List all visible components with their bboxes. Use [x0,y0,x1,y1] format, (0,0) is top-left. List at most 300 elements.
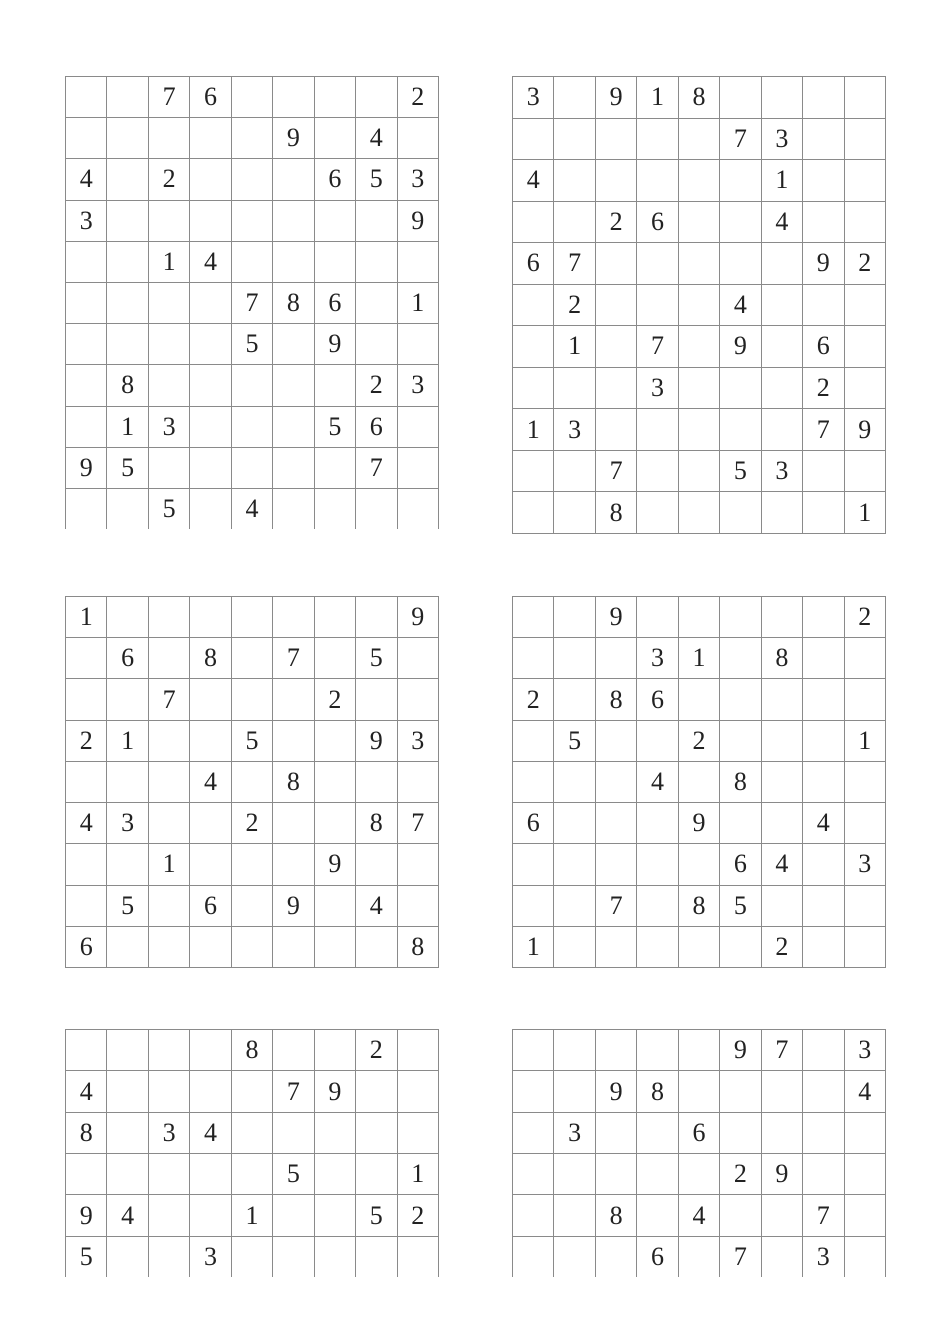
sudoku-cell [107,200,148,241]
grid-row [66,638,439,679]
sudoku-cell [803,201,844,243]
sudoku-cell [66,365,107,406]
grid-row [513,1071,886,1112]
sudoku-cell [637,409,678,451]
sudoku-cell [554,77,595,119]
sudoku-cell [356,1071,397,1112]
sudoku-cell: 6 [803,326,844,368]
sudoku-cell [356,241,397,282]
sudoku-cell [356,926,397,967]
grid-row [66,77,439,118]
sudoku-cell [554,761,595,802]
sudoku-cell [761,885,802,926]
sudoku-cell [107,1071,148,1112]
grid-row [66,1071,439,1112]
sudoku-cell [844,450,886,492]
sudoku-cell [273,324,314,365]
sudoku-cell [66,638,107,679]
sudoku-cell [720,638,761,679]
grid-row [513,243,886,285]
grid-row [513,803,886,844]
sudoku-cell [148,1030,189,1071]
sudoku-cell: 2 [231,803,272,844]
sudoku-cell: 3 [107,803,148,844]
sudoku-cell: 1 [107,720,148,761]
grid-row [66,1154,439,1195]
sudoku-cell [637,1030,678,1071]
sudoku-cell: 7 [148,77,189,118]
sudoku-cell: 2 [678,720,719,761]
sudoku-cell [678,243,719,285]
sudoku-cell [761,597,802,638]
sudoku-cell [107,679,148,720]
sudoku-cell: 8 [107,365,148,406]
sudoku-cell [513,1195,554,1236]
sudoku-cell [190,282,231,323]
sudoku-cell [107,1236,148,1277]
sudoku-cell: 5 [273,1154,314,1195]
sudoku-cell [66,118,107,159]
sudoku-cell: 5 [231,324,272,365]
sudoku-cell: 4 [66,803,107,844]
grid-row [66,447,439,488]
sudoku-cell [148,1071,189,1112]
sudoku-cell [231,118,272,159]
sudoku-cell: 8 [273,282,314,323]
sudoku-cell [356,844,397,885]
sudoku-cell [273,241,314,282]
sudoku-cell: 9 [720,326,761,368]
sudoku-cell [844,201,886,243]
grid-row [66,118,439,159]
sudoku-cell [356,200,397,241]
sudoku-cell [761,492,802,534]
sudoku-cell [273,77,314,118]
sudoku-cell: 7 [637,326,678,368]
sudoku-cell [761,1195,802,1236]
sudoku-cell [803,679,844,720]
sudoku-cell [554,638,595,679]
sudoku-cell: 7 [720,118,761,160]
sudoku-cell [314,638,355,679]
sudoku-cell [844,885,886,926]
sudoku-cell: 3 [513,77,554,119]
sudoku-cell: 2 [66,720,107,761]
grid-row [66,679,439,720]
sudoku-cell [761,284,802,326]
sudoku-cell [554,803,595,844]
sudoku-cell: 4 [678,1195,719,1236]
sudoku-cell: 9 [314,1071,355,1112]
sudoku-cell [803,450,844,492]
sudoku-cell: 9 [595,597,636,638]
sudoku-cell [844,284,886,326]
grid-row [66,324,439,365]
sudoku-cell [513,885,554,926]
sudoku-cell: 2 [554,284,595,326]
sudoku-cell: 1 [107,406,148,447]
sudoku-cell [231,1071,272,1112]
sudoku-cell [273,1236,314,1277]
sudoku-cell: 1 [66,597,107,638]
sudoku-cell [637,1112,678,1153]
sudoku-cell: 1 [844,492,886,534]
sudoku-cell: 4 [66,1071,107,1112]
sudoku-cell: 8 [761,638,802,679]
sudoku-cell [513,1112,554,1153]
sudoku-cell: 8 [678,885,719,926]
sudoku-cell: 5 [554,720,595,761]
sudoku-cell [356,324,397,365]
sudoku-cell [190,926,231,967]
sudoku-cell: 7 [231,282,272,323]
sudoku-cell [513,720,554,761]
sudoku-cell [803,720,844,761]
sudoku-cell: 6 [637,679,678,720]
sudoku-cell [66,406,107,447]
sudoku-cell [231,365,272,406]
sudoku-cell: 5 [720,450,761,492]
sudoku-cell [66,761,107,802]
sudoku-cell [314,1030,355,1071]
sudoku-cell [678,597,719,638]
sudoku-cell [637,284,678,326]
sudoku-cell: 3 [844,1030,886,1071]
sudoku-cell [397,844,439,885]
sudoku-cell [720,367,761,409]
sudoku-cell [844,160,886,202]
sudoku-cell: 1 [678,638,719,679]
sudoku-cell [637,803,678,844]
sudoku-cell [397,1112,439,1153]
grid-row [66,885,439,926]
sudoku-cell [314,488,355,529]
sudoku-cell [720,1112,761,1153]
sudoku-cell [844,367,886,409]
sudoku-cell [273,926,314,967]
sudoku-cell [314,1195,355,1236]
sudoku-cell [761,1236,802,1277]
sudoku-cell [637,160,678,202]
sudoku-cell [595,1154,636,1195]
sudoku-cell: 3 [554,1112,595,1153]
grid-row [513,1154,886,1195]
sudoku-cell [844,1195,886,1236]
sudoku-cell [554,118,595,160]
sudoku-cell: 6 [190,77,231,118]
sudoku-cell [397,406,439,447]
sudoku-cell [66,282,107,323]
grid-row [513,1030,886,1071]
grid-row [513,1195,886,1236]
sudoku-cell [190,159,231,200]
grid-row [66,200,439,241]
sudoku-grid-2 [512,76,886,534]
sudoku-cell [314,365,355,406]
sudoku-cell [148,1236,189,1277]
sudoku-cell [190,803,231,844]
sudoku-cell [678,492,719,534]
sudoku-cell [314,241,355,282]
sudoku-cell [314,1154,355,1195]
sudoku-cell [148,447,189,488]
sudoku-cell [595,1236,636,1277]
sudoku-cell [513,1071,554,1112]
sudoku-cell [273,200,314,241]
sudoku-cell [844,679,886,720]
sudoku-cell [397,447,439,488]
sudoku-cell [148,200,189,241]
sudoku-cell: 6 [637,201,678,243]
sudoku-cell: 8 [595,679,636,720]
sudoku-cell [231,200,272,241]
sudoku-cell [397,638,439,679]
sudoku-cell [554,367,595,409]
sudoku-cell [314,77,355,118]
sudoku-cell [720,77,761,119]
sudoku-cell [803,926,844,967]
sudoku-cell [314,1236,355,1277]
sudoku-cell [678,844,719,885]
sudoku-cell [356,488,397,529]
sudoku-cell: 5 [356,638,397,679]
sudoku-cell [513,1236,554,1277]
grid-row [513,597,886,638]
sudoku-cell [190,488,231,529]
sudoku-cell: 8 [595,1195,636,1236]
sudoku-cell: 1 [397,282,439,323]
sudoku-cell [803,160,844,202]
grid-row [66,1195,439,1236]
sudoku-cell: 8 [397,926,439,967]
sudoku-cell [231,241,272,282]
grid-row [66,241,439,282]
sudoku-cell: 3 [148,406,189,447]
sudoku-cell [190,118,231,159]
sudoku-cell [356,761,397,802]
sudoku-cell [314,118,355,159]
sudoku-cell [397,885,439,926]
sudoku-cell [554,1195,595,1236]
sudoku-cell [273,1195,314,1236]
sudoku-cell [66,1154,107,1195]
sudoku-grid-5 [65,1029,439,1277]
grid-row [513,118,886,160]
sudoku-cell: 2 [844,597,886,638]
sudoku-cell [397,324,439,365]
sudoku-cell: 9 [595,1071,636,1112]
sudoku-cell [107,1154,148,1195]
sudoku-cell [148,720,189,761]
sudoku-cell [190,1195,231,1236]
sudoku-cell: 7 [273,1071,314,1112]
sudoku-cell [844,761,886,802]
sudoku-cell [678,761,719,802]
sudoku-cell: 2 [356,1030,397,1071]
sudoku-cell: 9 [66,1195,107,1236]
sudoku-cell [148,803,189,844]
sudoku-cell [678,409,719,451]
sudoku-cell: 9 [720,1030,761,1071]
sudoku-cell [356,282,397,323]
sudoku-cell [554,679,595,720]
sudoku-cell: 1 [513,409,554,451]
grid-row [66,926,439,967]
sudoku-cell: 4 [761,201,802,243]
sudoku-cell [107,1112,148,1153]
sudoku-cell [66,679,107,720]
sudoku-cell [678,450,719,492]
sudoku-cell [513,597,554,638]
sudoku-cell [720,243,761,285]
sudoku-cell: 5 [314,406,355,447]
grid-row [66,803,439,844]
sudoku-cell [356,679,397,720]
sudoku-cell: 7 [803,1195,844,1236]
sudoku-cell [190,406,231,447]
sudoku-cell [761,720,802,761]
sudoku-cell [637,118,678,160]
sudoku-cell: 3 [397,159,439,200]
sudoku-cell [595,844,636,885]
sudoku-cell [231,638,272,679]
sudoku-cell [554,1154,595,1195]
sudoku-cell [678,326,719,368]
sudoku-cell [720,926,761,967]
sudoku-cell [554,885,595,926]
sudoku-cell [231,679,272,720]
sudoku-cell [761,1112,802,1153]
sudoku-cell [637,844,678,885]
sudoku-cell [761,367,802,409]
sudoku-cell: 1 [231,1195,272,1236]
sudoku-cell: 3 [844,844,886,885]
sudoku-cell [356,77,397,118]
sudoku-cell [273,803,314,844]
sudoku-cell [190,844,231,885]
sudoku-cell: 3 [761,118,802,160]
sudoku-cell [513,492,554,534]
sudoku-cell [844,1154,886,1195]
sudoku-cell: 6 [356,406,397,447]
sudoku-cell: 6 [720,844,761,885]
sudoku-cell: 4 [107,1195,148,1236]
sudoku-cell [720,201,761,243]
sudoku-cell [148,118,189,159]
sudoku-cell [190,324,231,365]
sudoku-cell: 3 [554,409,595,451]
sudoku-cell [678,284,719,326]
sudoku-cell [803,638,844,679]
sudoku-cell: 4 [356,118,397,159]
sudoku-cell: 1 [148,844,189,885]
grid-row [513,638,886,679]
sudoku-cell [513,367,554,409]
sudoku-cell [678,367,719,409]
sudoku-cell [720,160,761,202]
sudoku-cell [397,1030,439,1071]
sudoku-cell: 2 [803,367,844,409]
sudoku-cell [513,201,554,243]
sudoku-cell: 7 [356,447,397,488]
sudoku-cell: 2 [761,926,802,967]
sudoku-cell [720,679,761,720]
sudoku-cell [513,761,554,802]
sudoku-cell [844,926,886,967]
sudoku-cell [595,926,636,967]
sudoku-cell: 8 [66,1112,107,1153]
sudoku-cell: 5 [66,1236,107,1277]
sudoku-cell: 1 [554,326,595,368]
sudoku-cell [554,1236,595,1277]
sudoku-cell [66,324,107,365]
sudoku-cell [595,284,636,326]
sudoku-cell: 3 [190,1236,231,1277]
sudoku-cell [273,1112,314,1153]
sudoku-cell: 4 [637,761,678,802]
sudoku-cell [148,1195,189,1236]
sudoku-cell [554,1030,595,1071]
sudoku-cell: 3 [761,450,802,492]
sudoku-cell [231,159,272,200]
sudoku-cell: 8 [190,638,231,679]
sudoku-cell [231,1236,272,1277]
sudoku-cell: 2 [720,1154,761,1195]
sudoku-cell [844,326,886,368]
grid-row [66,1236,439,1277]
sudoku-cell [273,844,314,885]
sudoku-cell [761,77,802,119]
sudoku-cell [107,324,148,365]
grid-row [66,488,439,529]
grid-row [66,761,439,802]
sudoku-cell [761,803,802,844]
sudoku-cell: 3 [66,200,107,241]
sudoku-cell: 5 [107,447,148,488]
sudoku-cell: 8 [231,1030,272,1071]
sudoku-cell: 1 [513,926,554,967]
sudoku-cell: 7 [397,803,439,844]
sudoku-cell [678,1071,719,1112]
sudoku-cell: 6 [314,282,355,323]
sudoku-cell [637,1154,678,1195]
grid-row [66,282,439,323]
sudoku-cell [595,1112,636,1153]
sudoku-cell [314,597,355,638]
sudoku-cell [148,761,189,802]
sudoku-cell [66,844,107,885]
sudoku-cell: 9 [314,324,355,365]
sudoku-cell [397,118,439,159]
sudoku-cell [190,679,231,720]
sudoku-cell: 9 [356,720,397,761]
sudoku-cell [273,488,314,529]
sudoku-cell [678,926,719,967]
sudoku-cell [66,241,107,282]
sudoku-cell [803,885,844,926]
sudoku-cell [637,492,678,534]
sudoku-cell [803,77,844,119]
sudoku-cell: 4 [803,803,844,844]
sudoku-cell [720,803,761,844]
sudoku-cell: 6 [678,1112,719,1153]
sudoku-cell: 9 [273,118,314,159]
sudoku-cell [513,844,554,885]
sudoku-cell [554,844,595,885]
sudoku-cell: 7 [595,450,636,492]
sudoku-cell [273,1030,314,1071]
sudoku-cell: 2 [397,77,439,118]
